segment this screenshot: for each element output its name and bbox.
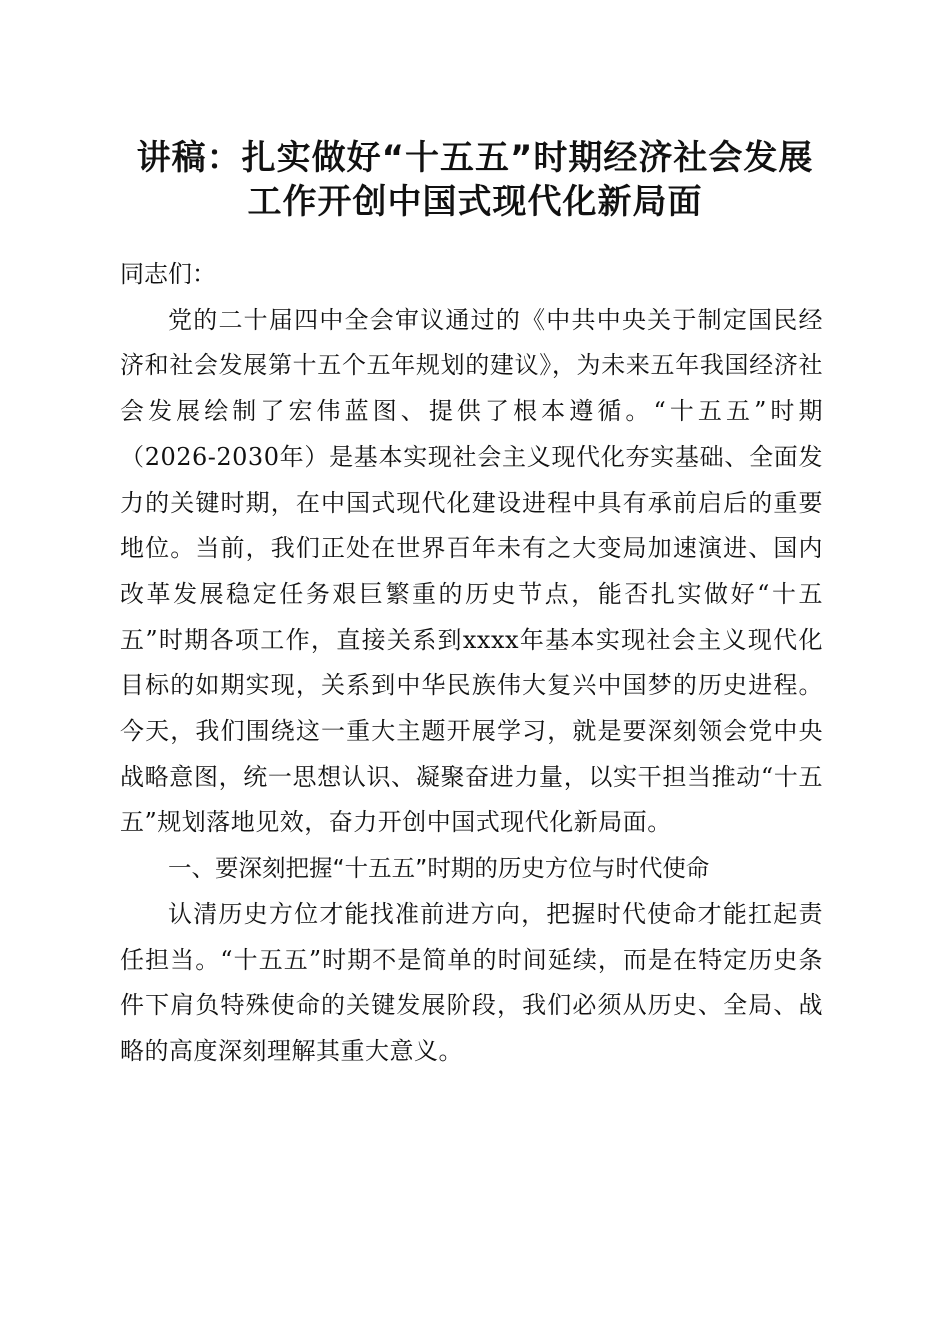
paragraph-intro: 党的二十届四中全会审议通过的《中共中央关于制定国民经济和社会发展第十五个五年规划的建议》，为未来五年我国经济社会发展绘制了宏伟蓝图、提供了根本遵循。“十五五”时期（2026-2030年）是基本实现社会主义现代化夯实基础、全面发力的关键时期，在中国式现代化建设进程中具有承前启后的重要地位。当前，我们正处在世界百年未有之大变局加速演进、国内改革发展稳定任务艰巨繁重的历史节点，能否扎实做好“十五五”时期各项工作，直接关系到xxxx年基本实现社会主义现代化目标的如期实现，关系到中华民族伟大复兴中国梦的历史进程。今天，我们围绕这一重大主题开展学习，就是要深刻领会党中央战略意图，统一思想认识、凝聚奋进力量，以实干担当推动“十五五”规划落地见效，奋力开创中国式现代化新局面。	[120, 305, 823, 837]
document-title	[100, 136, 850, 224]
title-line-1: 讲稿：扎实做好“十五五”时期经济社会发展	[136, 138, 814, 178]
section-heading-1: 一、要深刻把握“十五五”时期的历史方位与时代使命	[168, 854, 710, 883]
paragraph-section-1: 认清历史方位才能找准前进方向，把握时代使命才能扛起责任担当。“十五五”时期不是简单的时间延续，而是在特定历史条件下肩负特殊使命的关键发展阶段，我们必须从历史、全局、战略的高度深刻理解其重大意义。	[120, 899, 823, 1065]
document-body	[120, 252, 823, 1075]
salutation: 同志们：	[120, 260, 216, 288]
title-line-2: 工作开创中国式现代化新局面	[247, 182, 703, 222]
